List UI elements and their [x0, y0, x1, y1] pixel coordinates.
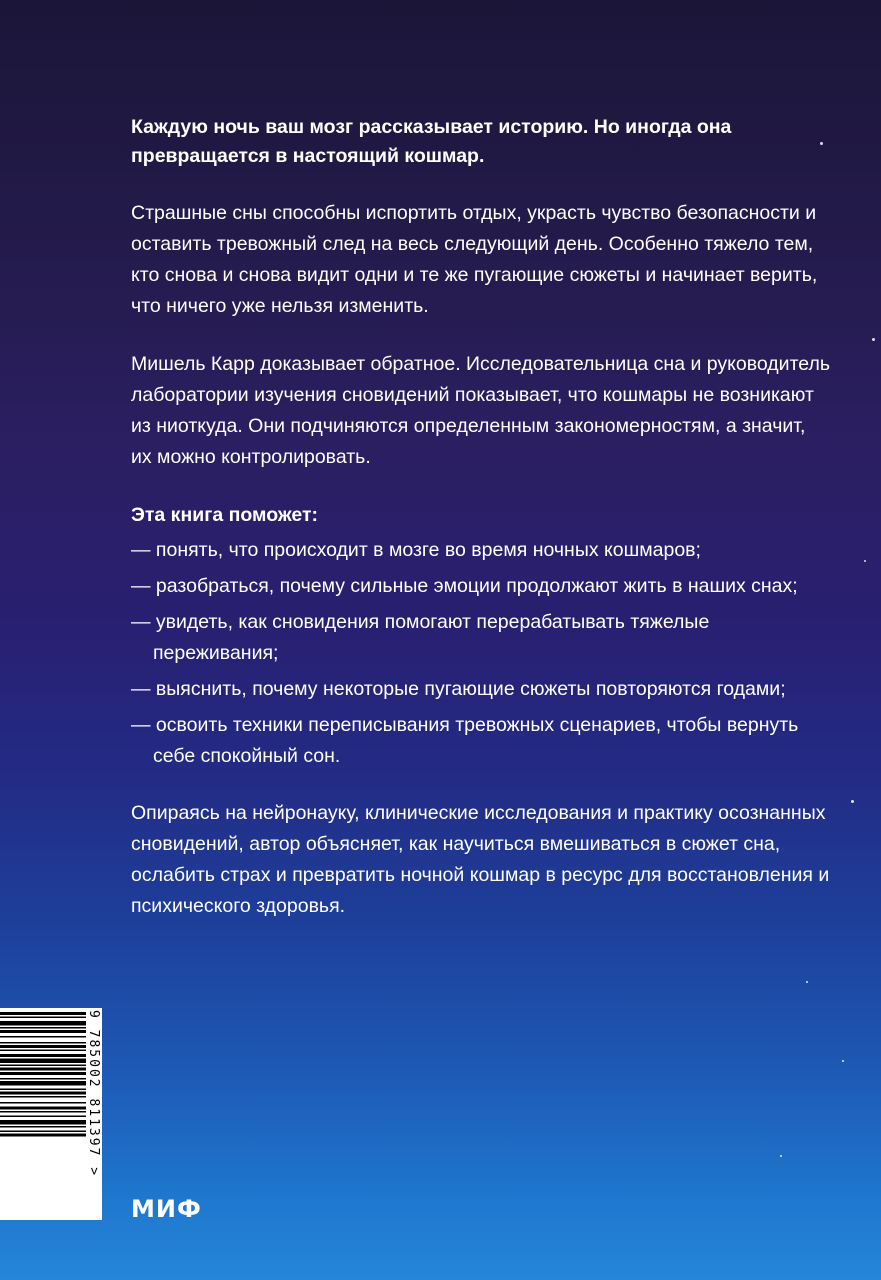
benefits-title: Эта книга поможет:	[131, 504, 319, 526]
barcode-stripe	[0, 1096, 86, 1098]
barcode-bars	[0, 1008, 86, 1220]
barcode-stripe	[0, 1027, 86, 1029]
barcode-stripe	[0, 1017, 86, 1019]
barcode-stripe	[0, 1107, 86, 1110]
isbn-barcode-icon	[0, 1008, 102, 1220]
barcode-stripe	[0, 1050, 86, 1052]
closing-paragraph: Опираясь на нейронауку, клинические исследования и практику осознанных сновидений, автор объясняет, как научиться вмешиваться в сюжет сна, ослабить страх и превратить ночной кошмар в ресурс для восстановления и психического здоровья.	[131, 802, 830, 917]
barcode-stripe	[0, 1072, 86, 1075]
benefits-list-item: — освоить техники переписывания тревожных сценариев, чтобы вернуть себе спокойный сон.	[131, 710, 831, 772]
barcode-stripe	[0, 1078, 86, 1080]
barcode-stripe	[0, 1036, 86, 1038]
barcode-stripe	[0, 1134, 86, 1137]
barcode-stripe	[0, 1089, 86, 1091]
barcode-stripe	[0, 1120, 86, 1125]
barcode-stripe	[0, 1065, 86, 1067]
barcode-stripe	[0, 1042, 86, 1044]
star-decoration	[842, 1060, 844, 1062]
barcode-stripe	[0, 1012, 86, 1015]
barcode-number: 9 785002 811397 >	[86, 1010, 101, 1178]
barcode-stripe	[0, 1116, 86, 1118]
star-decoration	[806, 981, 808, 983]
barcode-stripe	[0, 1045, 86, 1048]
barcode-stripe	[0, 1092, 86, 1095]
barcode-stripe	[0, 1030, 86, 1033]
barcode-stripe	[0, 1054, 86, 1057]
barcode-stripe	[0, 1059, 86, 1064]
barcode-stripe	[0, 1111, 86, 1113]
description-paragraph-2: Мишель Карр доказывает обратное. Исследовательница сна и руководитель лаборатории изучения сновидений показывает, что кошмары не возникают из ниоткуда. Они подчиняются определенным закономерностям, а значит, их можно контролировать.	[131, 353, 831, 468]
description-paragraph-1: Страшные сны способны испортить отдых, украсть чувство безопасности и оставить тревожный след на весь следующий день. Особенно тяжело тем, кто снова и снова видит одни и те же пугающие сюжеты и начинает верить, что ничего уже нельзя изменить.	[131, 202, 818, 317]
star-decoration	[780, 1155, 782, 1157]
benefits-list-item: — выяснить, почему некоторые пугающие сюжеты повторяются годами;	[131, 674, 831, 705]
barcode-stripe	[0, 1068, 86, 1071]
lead-text: Каждую ночь ваш мозг рассказывает историю. Но иногда она превращается в настоящий кошмар.	[131, 116, 732, 167]
benefits-list-item: — разобраться, почему сильные эмоции продолжают жить в наших снах;	[131, 571, 831, 602]
barcode-stripe	[0, 1102, 86, 1104]
star-decoration	[864, 560, 866, 562]
benefits-list-item: — увидеть, как сновидения помогают перерабатывать тяжелые переживания;	[131, 607, 831, 669]
barcode-stripe	[0, 1131, 86, 1133]
benefits-list	[131, 535, 831, 772]
back-cover-text	[131, 113, 831, 949]
barcode-stripe	[0, 1021, 86, 1026]
benefits-list-item: — понять, что происходит в мозге во время ночных кошмаров;	[131, 535, 831, 566]
barcode-stripe	[0, 1126, 86, 1128]
star-decoration	[872, 338, 875, 341]
star-decoration	[851, 800, 854, 803]
barcode-digits	[86, 1008, 102, 1220]
barcode-stripe	[0, 1081, 86, 1086]
mif-logo: МИФ	[131, 1195, 202, 1223]
